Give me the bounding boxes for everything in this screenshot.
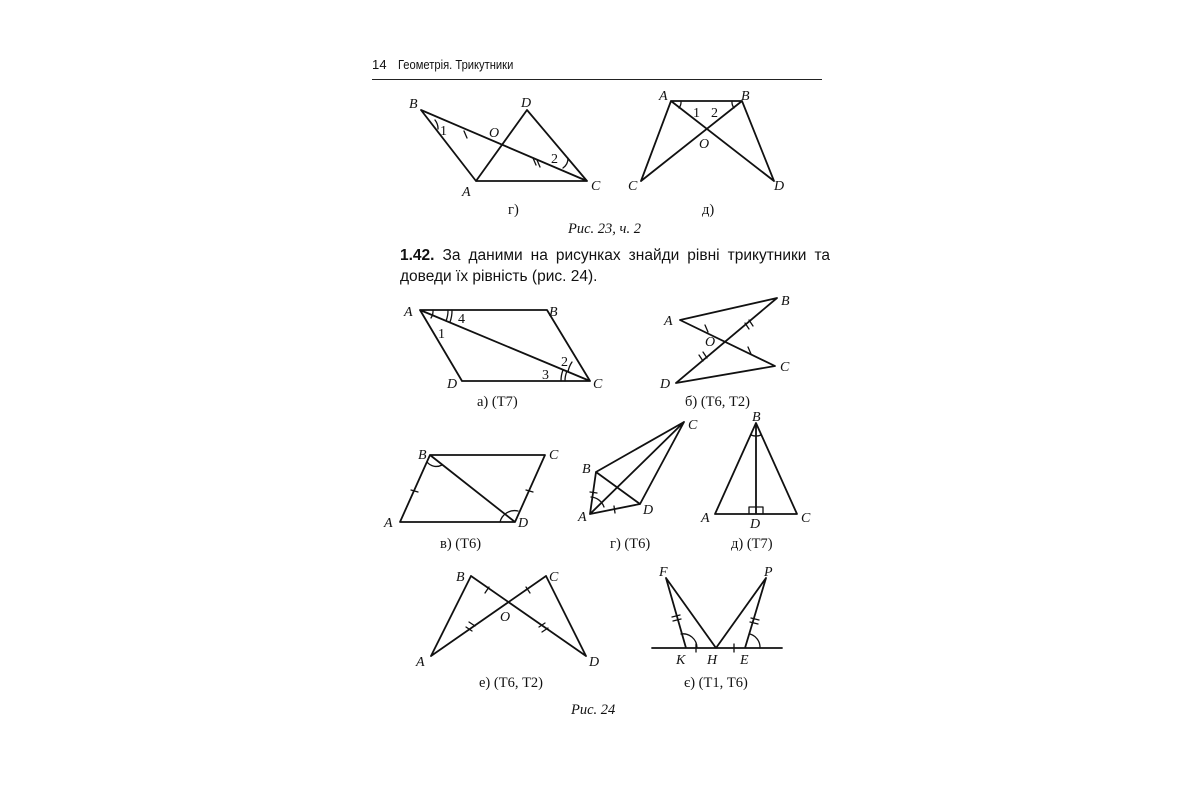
fig24-panel-e-label: е) (Т6, Т2) [479,675,544,691]
fig24a-point-B: B [549,305,558,320]
fig24-panel-ye [652,565,782,668]
fig24-panel-b-label: б) (Т6, Т2) [685,394,750,410]
fig24e-point-D: D [589,655,600,670]
fig24-panel-dd-label: д) (Т7) [731,536,773,552]
fig23g-point-B: B [409,97,418,112]
fig23d-point-C: C [628,179,638,194]
fig24a-angle-1: 1 [438,327,445,342]
fig24dd-point-D: D [750,517,761,532]
fig24v-point-B: B [418,448,427,463]
fig24-caption: Рис. 24 [571,702,616,718]
page-number: 14 [372,57,387,72]
fig24-panel-ye-label: є) (Т1, Т6) [684,675,748,691]
fig24ye-point-E: E [740,653,749,668]
fig24v-point-D: D [518,516,529,531]
fig23-panel-g-label: г) [508,202,519,218]
fig24a-angle-2: 2 [561,355,568,370]
fig24-panel-g-label: г) (Т6) [610,536,651,552]
fig23d-point-O: O [699,137,710,152]
fig24ye-point-F: F [659,565,668,580]
fig23d-angle-1: 1 [693,106,700,121]
fig24g-point-C: C [688,418,698,433]
fig24a-point-C: C [593,377,603,392]
fig24b-point-B: B [781,294,790,309]
problem-text: За даними на рисунках знайди рівні трикутники та доведи їх рівність (рис. 24). [400,247,830,285]
fig24g-point-B: B [582,462,591,477]
fig23g-point-A: A [462,185,471,200]
fig23-panel-g [409,96,601,200]
fig24ye-point-H: H [707,653,718,668]
fig24-panel-dd [700,410,811,532]
fig24e-point-O: O [500,610,511,625]
fig23-caption: Рис. 23, ч. 2 [568,221,641,237]
fig23-panel-d-label: д) [702,202,715,218]
problem-1-42 [400,245,830,287]
fig24dd-point-A: A [701,511,710,526]
fig24b-point-C: C [780,360,790,375]
fig24-panel-v [383,448,559,531]
fig24v-point-C: C [549,448,559,463]
fig24-panel-v-label: в) (Т6) [440,536,482,552]
fig23d-angle-2: 2 [711,106,718,121]
fig23d-point-B: B [741,89,750,104]
fig24a-angle-4: 4 [458,312,465,327]
running-title: Геометрія. Трикутники [398,57,514,72]
fig24g-point-A: A [578,510,587,525]
fig23g-angle-2: 2 [551,152,558,167]
fig24a-point-D: D [447,377,458,392]
fig24e-point-A: A [416,655,425,670]
fig24b-point-O: O [705,335,716,350]
fig23d-point-A: A [659,89,668,104]
fig24dd-point-C: C [801,511,811,526]
fig24a-point-A: A [404,305,413,320]
fig23g-point-D: D [521,96,532,111]
fig24ye-point-K: K [676,653,686,668]
fig24-panel-a [403,305,603,392]
fig23d-point-D: D [774,179,785,194]
fig24ye-point-P: P [764,565,773,580]
fig23g-point-C: C [591,179,601,194]
fig24-panel-e [415,570,599,670]
fig24-panel-a-label: а) (Т7) [477,394,518,410]
problem-number: 1.42. [400,247,435,264]
fig23g-point-O: O [489,126,500,141]
fig23g-angle-1: 1 [440,124,447,139]
fig24b-point-A: A [664,314,673,329]
fig24e-point-C: C [549,570,559,585]
fig24g-point-D: D [643,503,654,518]
fig24a-angle-3: 3 [542,368,549,383]
fig24b-point-D: D [660,377,671,392]
fig24e-point-B: B [456,570,465,585]
fig24dd-point-B: B [752,410,761,425]
fig24-panel-g [577,418,698,525]
fig23-panel-d [628,89,784,194]
fig24-panel-b [659,294,790,392]
fig24v-point-A: A [384,516,393,531]
